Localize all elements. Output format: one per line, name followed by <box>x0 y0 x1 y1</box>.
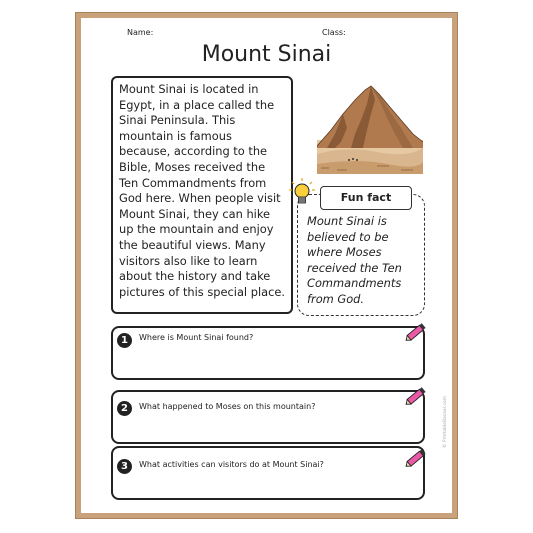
watermark: © PrintableBazaar.com <box>443 395 448 448</box>
pencil-icon <box>403 446 429 470</box>
answer-box-2[interactable] <box>111 390 425 444</box>
page-title: Mount Sinai <box>201 42 332 67</box>
worksheet <box>81 18 452 513</box>
class-label: Class: <box>322 28 346 37</box>
fun-fact-text: Mount Sinai is believed to be where Moses received the Ten Commandments from God. <box>307 214 402 306</box>
question-number-2: 2 <box>117 401 132 416</box>
fun-fact-label: Fun fact <box>320 186 412 210</box>
answer-box-3[interactable] <box>111 446 425 500</box>
question-text-1: Where is Mount Sinai found? <box>139 333 254 342</box>
mountain-illustration <box>317 84 423 174</box>
question-text-3: What activities can visitors do at Mount Sinai? <box>139 460 324 469</box>
question-text-2: What happened to Moses on this mountain? <box>139 402 316 411</box>
pencil-icon <box>403 320 429 344</box>
question-number-3: 3 <box>117 459 132 474</box>
reading-passage: Mount Sinai is located in Egypt, in a place called the Sinai Peninsula. This mountain is famous because, according to the Bible, Moses received the Ten Commandments from God here. When people visit Mount Sinai, they can hike up the mountain and enjoy the beautiful views. Many visitors also like to learn about the history and take pictures of this special place. <box>111 76 293 314</box>
lightbulb-icon <box>289 178 315 208</box>
pencil-icon <box>403 384 429 408</box>
name-label: Name: <box>127 28 154 37</box>
question-number-1: 1 <box>117 333 132 348</box>
